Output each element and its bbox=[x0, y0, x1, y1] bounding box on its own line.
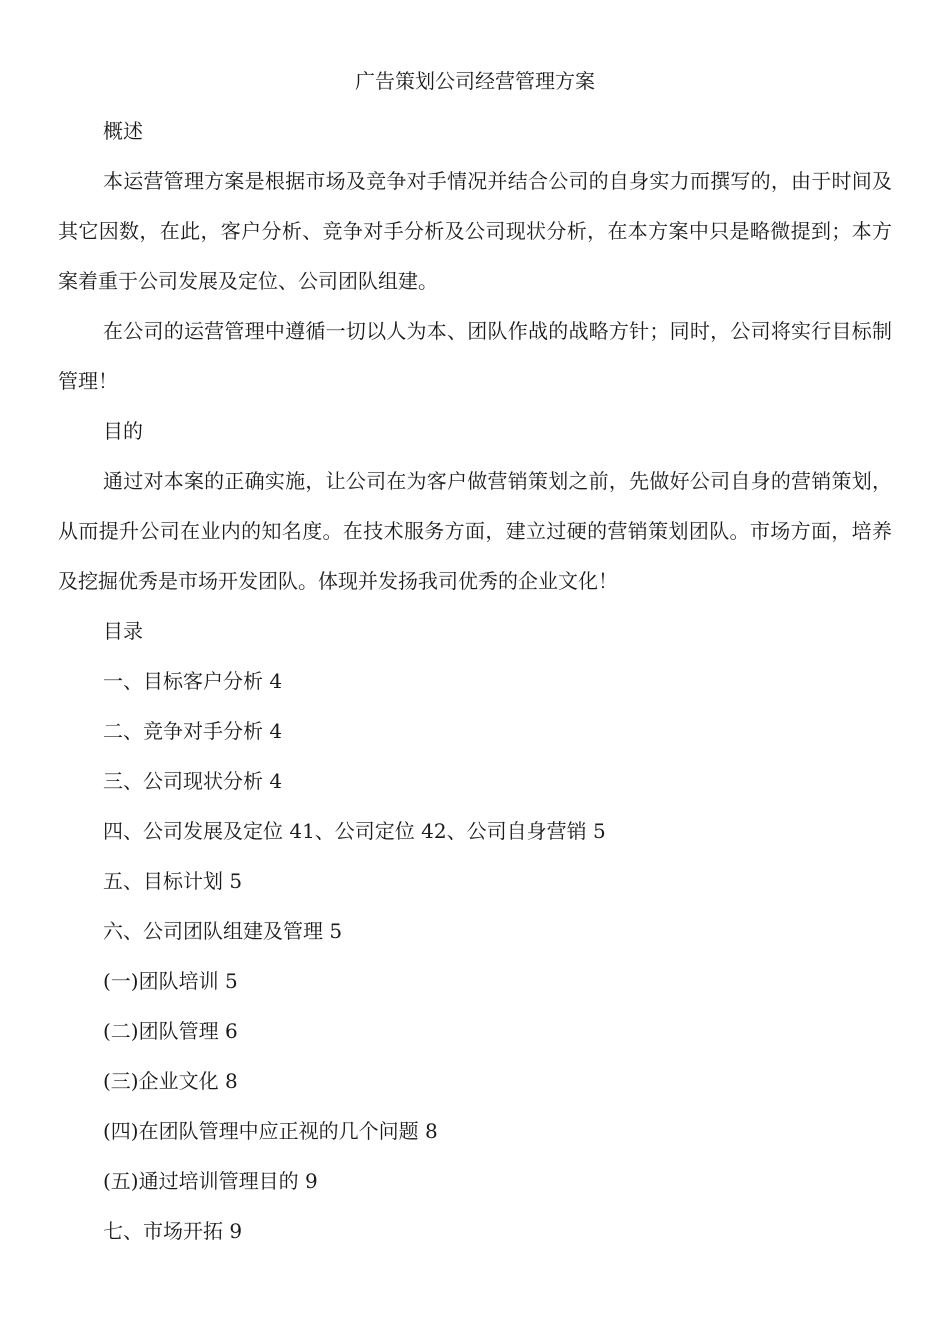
toc-item: 二、竞争对手分析 4 bbox=[103, 719, 283, 743]
overview-paragraph-2: 在公司的运营管理中遵循一切以人为本、团队作战的战略方针；同时，公司将实行目标制管理！ bbox=[58, 319, 892, 393]
overview-heading: 概述 bbox=[103, 119, 143, 143]
toc-item: (二)团队管理 6 bbox=[103, 1019, 238, 1043]
overview-paragraph-1: 本运营管理方案是根据市场及竞争对手情况并结合公司的自身实力而撰写的，由于时间及其它因数，在此，客户分析、竞争对手分析及公司现状分析，在本方案中只是略微提到；本方案着重于公司发展及定位、公司团队组建。 bbox=[58, 169, 892, 293]
table-of-contents bbox=[58, 656, 892, 1256]
toc-item: (一)团队培训 5 bbox=[103, 969, 238, 993]
toc-item: (四)在团队管理中应正视的几个问题 8 bbox=[103, 1119, 438, 1143]
toc-item: 四、公司发展及定位 41、公司定位 42、公司自身营销 5 bbox=[103, 819, 606, 843]
toc-item: 六、公司团队组建及管理 5 bbox=[103, 919, 343, 943]
document-page bbox=[58, 56, 892, 1256]
purpose-heading: 目的 bbox=[103, 419, 143, 443]
toc-heading: 目录 bbox=[103, 619, 143, 643]
document-title: 广告策划公司经营管理方案 bbox=[355, 69, 595, 93]
purpose-paragraph: 通过对本案的正确实施，让公司在为客户做营销策划之前，先做好公司自身的营销策划，从而提升公司在业内的知名度。在技术服务方面，建立过硬的营销策划团队。市场方面，培养及挖掘优秀是市场开发团队。体现并发扬我司优秀的企业文化！ bbox=[58, 469, 892, 593]
toc-item: (三)企业文化 8 bbox=[103, 1069, 238, 1093]
toc-item: 五、目标计划 5 bbox=[103, 869, 243, 893]
toc-item: 七、市场开拓 9 bbox=[103, 1219, 243, 1243]
toc-item: 三、公司现状分析 4 bbox=[103, 769, 283, 793]
toc-item: (五)通过培训管理目的 9 bbox=[103, 1169, 318, 1193]
toc-item: 一、目标客户分析 4 bbox=[103, 669, 283, 693]
